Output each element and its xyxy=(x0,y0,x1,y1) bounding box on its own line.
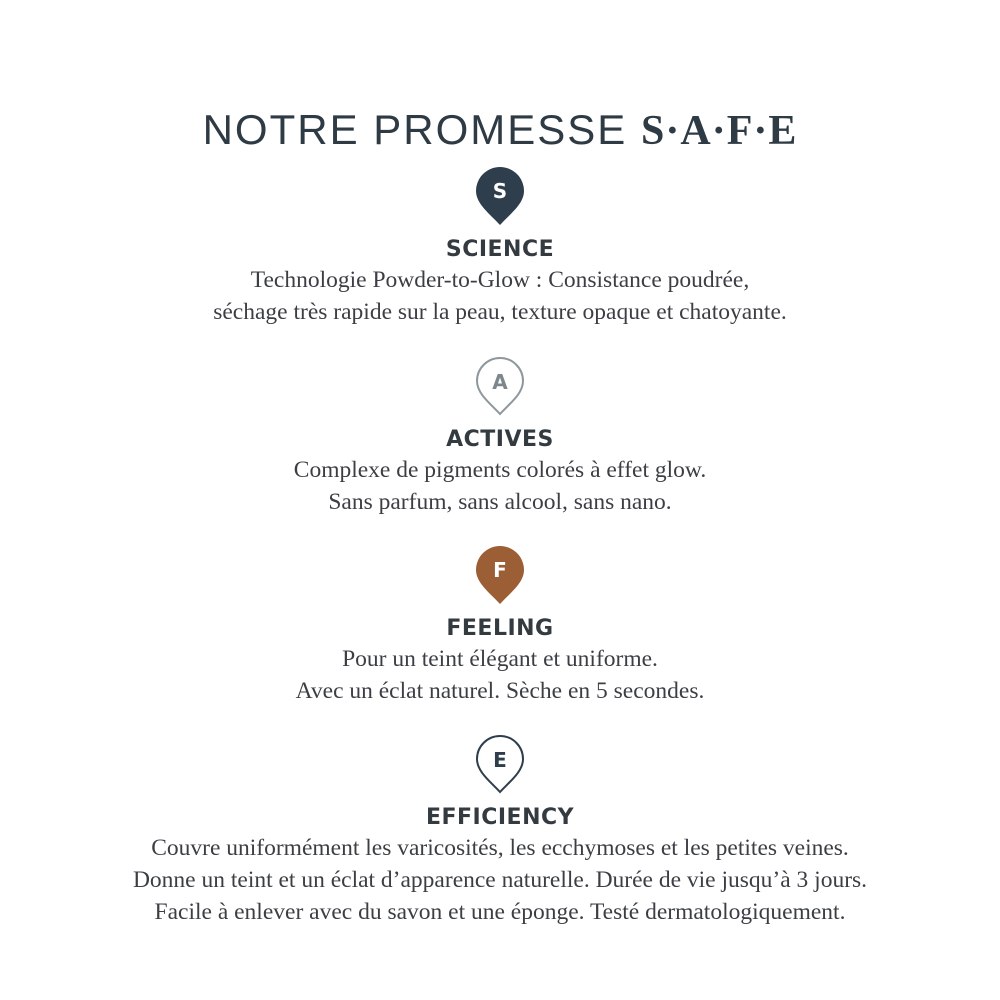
page-title-safe: S·A·F·E xyxy=(641,108,798,155)
pin-outline-gray-icon xyxy=(474,356,526,418)
pin-filled-navy-icon xyxy=(474,166,526,228)
section-text-line: séchage très rapide sur la peau, texture opaque et chatoyante. xyxy=(213,299,787,325)
section-text-line: Technologie Powder-to-Glow : Consistance poudrée, xyxy=(250,267,750,293)
section-text-line: Facile à enlever avec du savon et une éponge. Testé dermatologiquement. xyxy=(154,899,846,925)
section-text-line: Pour un teint élégant et uniforme. xyxy=(342,646,658,672)
page-title xyxy=(0,104,1000,157)
section-text-line: Donne un teint et un éclat d’apparence naturelle. Durée de vie jusqu’à 3 jours. xyxy=(132,867,868,893)
section-heading-science: SCIENCE xyxy=(445,237,555,262)
section-efficiency xyxy=(0,734,1000,928)
section-actives xyxy=(0,356,1000,518)
pin-letter-f: F xyxy=(493,558,507,582)
pin-letter-e: E xyxy=(493,748,507,772)
pin-letter-a: A xyxy=(492,370,508,394)
section-heading-efficiency: EFFICIENCY xyxy=(425,805,575,830)
section-text-line: Couvre uniformément les varicosités, les ecchymoses et les petites veines. xyxy=(151,835,849,861)
section-text-line: Sans parfum, sans alcool, sans nano. xyxy=(328,489,672,515)
page-title-text: NOTRE PROMESSE xyxy=(202,106,641,154)
section-text-line: Complexe de pigments colorés à effet glow. xyxy=(293,457,707,483)
pin-letter-s: S xyxy=(492,179,508,203)
section-science xyxy=(0,166,1000,328)
section-feeling xyxy=(0,545,1000,707)
section-text-line: Avec un éclat naturel. Sèche en 5 secondes. xyxy=(295,678,705,704)
section-heading-feeling: FEELING xyxy=(446,616,554,641)
pin-outline-dark-icon xyxy=(474,734,526,796)
section-heading-actives: ACTIVES xyxy=(446,427,554,452)
pin-filled-brown-icon xyxy=(474,545,526,607)
